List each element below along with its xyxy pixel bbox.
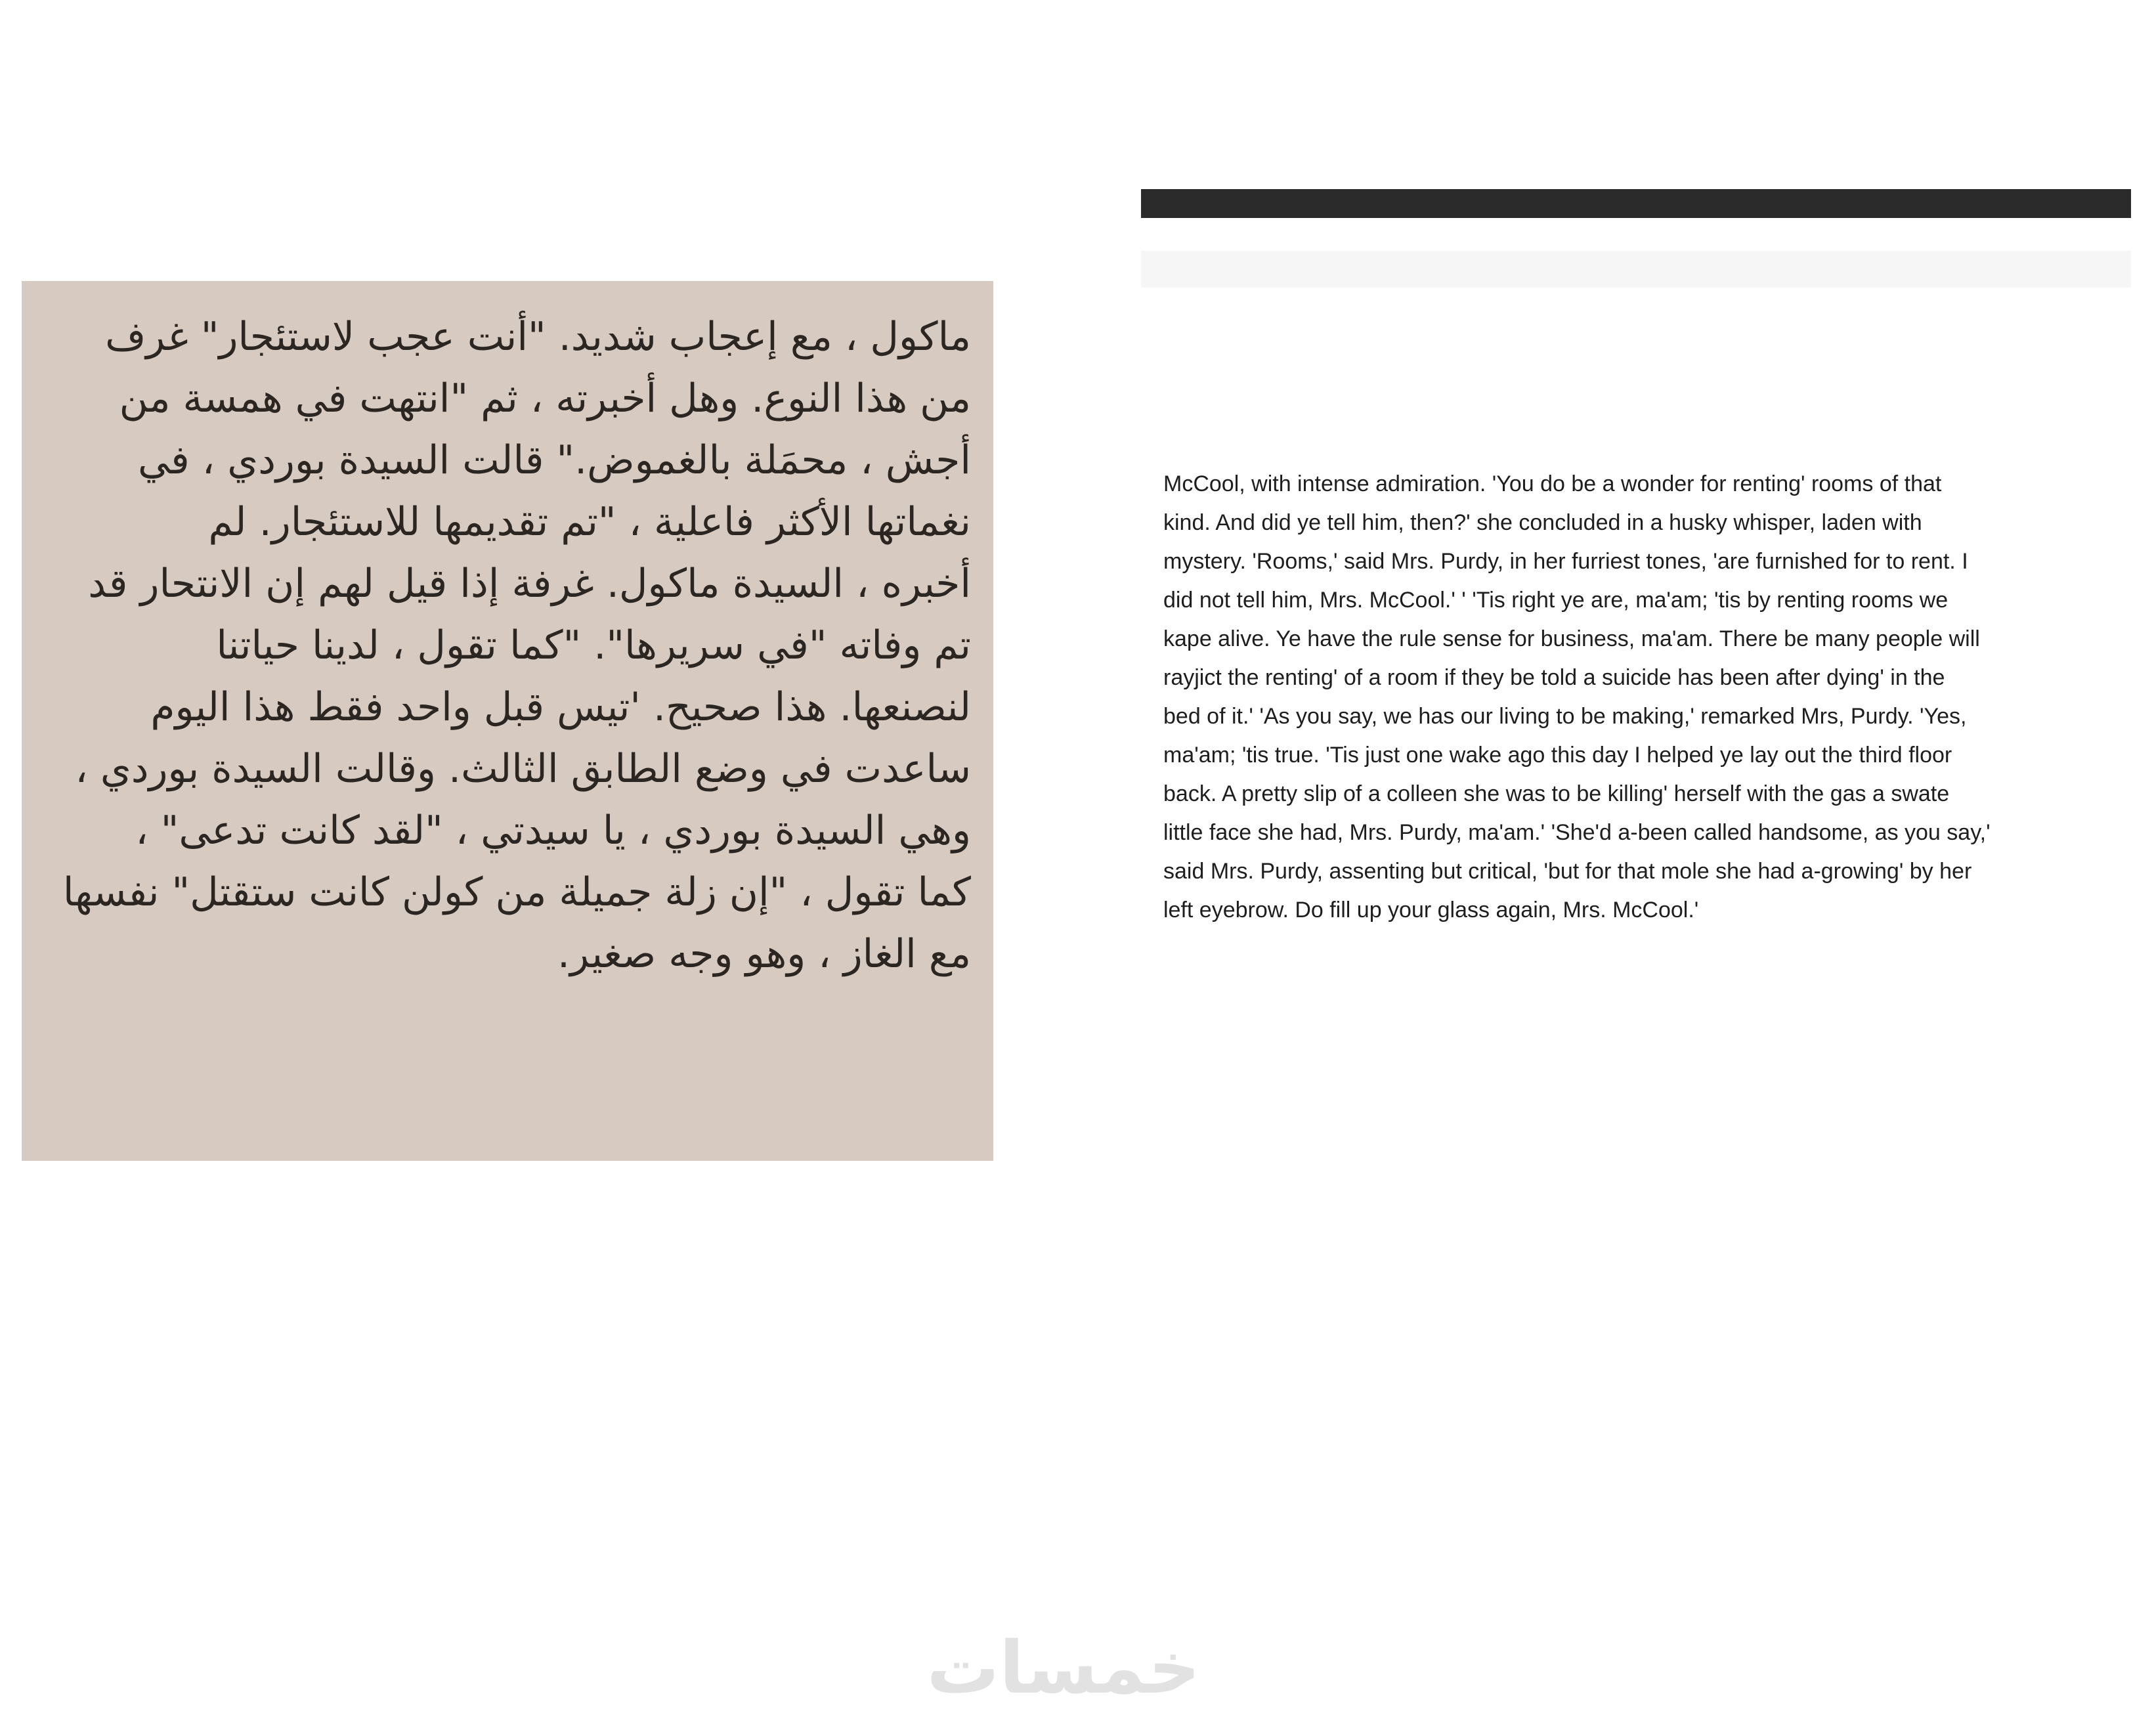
english-line: mystery. 'Rooms,' said Mrs. Purdy, in her furriest tones, 'are furnished for to rent. I (1163, 549, 1968, 574)
english-line: said Mrs. Purdy, assenting but critical, 'but for that mole she had a-growing' by her (1163, 859, 1972, 884)
arabic-line: تم وفاته "في سريرها". "كما تقول ، لدينا حياتنا (216, 622, 971, 668)
english-line: little face she had, Mrs. Purdy, ma'am.' 'She'd a-been called handsome, as you say,' (1163, 820, 1991, 845)
english-line: did not tell him, Mrs. McCool.' ' 'Tis right ye are, ma'am; 'tis by renting rooms we (1163, 588, 1949, 613)
english-line: ma'am; 'tis true. 'Tis just one wake ago this day I helped ye lay out the third floor (1163, 743, 1952, 768)
english-line: left eyebrow. Do fill up your glass again, Mrs. McCool.' (1163, 898, 1699, 922)
arabic-translation-text (62, 306, 971, 985)
arabic-line: أجش ، محمَلة بالغموض." قالت السيدة بوردي ، في (138, 437, 971, 483)
english-line: rayjict the renting' of a room if they be told a suicide has been after dying' in the (1163, 665, 1945, 690)
arabic-translation-panel (22, 281, 993, 1161)
watermark-logo: خمسات (926, 1626, 1201, 1710)
english-line: kind. And did ye tell him, then?' she concluded in a husky whisper, laden with (1163, 510, 1922, 535)
arabic-line: مع الغاز ، وهو وجه صغير. (557, 931, 971, 977)
english-line: back. A pretty slip of a colleen she was to be killing' herself with the gas a swate (1163, 781, 1950, 806)
english-source-text (1163, 465, 2122, 930)
arabic-line: وهي السيدة بوردي ، يا سيدتي ، "لقد كانت تدعى" ، (135, 808, 971, 854)
arabic-line: كما تقول ، "إن زلة جميلة من كولن كانت ستقتل" نفسها (62, 869, 971, 915)
arabic-line: نغماتها الأكثر فاعلية ، "تم تقديمها للاستئجار. لم (208, 499, 971, 545)
english-line: bed of it.' 'As you say, we has our living to be making,' remarked Mrs, Purdy. 'Yes, (1163, 704, 1967, 729)
english-line: McCool, with intense admiration. 'You do be a wonder for renting' rooms of that (1163, 471, 1942, 496)
arabic-line: لنصنعها. هذا صحيح. 'تيس قبل واحد فقط هذا اليوم (150, 684, 971, 730)
arabic-line: من هذا النوع. وهل أخبرته ، ثم "انتهت في همسة من (119, 376, 971, 422)
arabic-line: ساعدت في وضع الطابق الثالث. وقالت السيدة بوردي ، (75, 746, 971, 792)
source-header-bar (1141, 189, 2131, 218)
english-line: kape alive. Ye have the rule sense for business, ma'am. There be many people will (1163, 626, 1980, 651)
arabic-line: ماكول ، مع إعجاب شديد. "أنت عجب لاستئجار" غرف (105, 314, 971, 360)
arabic-line: أخبره ، السيدة ماكول. غرفة إذا قيل لهم إن الانتحار قد (88, 561, 971, 607)
source-subheader-strip (1141, 251, 2131, 288)
